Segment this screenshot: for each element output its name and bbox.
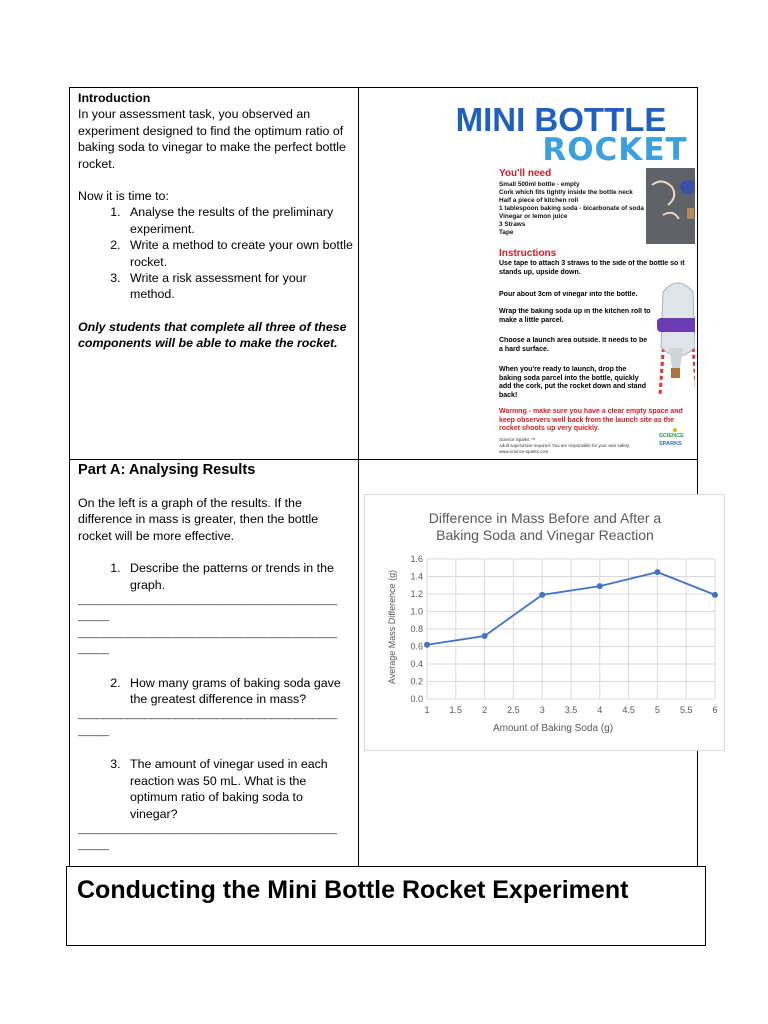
answer-line[interactable]: ___________________________________________: [78, 594, 337, 609]
answer-line[interactable]: ___________________________________________: [78, 822, 337, 837]
chart-title-line1: Difference in Mass Before and After a: [428, 510, 662, 526]
chart-grid: [427, 559, 715, 699]
question-item: 2. How many grams of baking soda gave the greatest difference in mass?: [124, 675, 353, 708]
poster-subtitle: ROCKET: [542, 132, 688, 168]
line-chart: [365, 495, 726, 752]
answer-line[interactable]: _____: [78, 724, 109, 739]
question-item: 3. The amount of vinegar used in each reaction was 50 mL. What is the optimum ratio of baking soda to vinegar?: [124, 756, 353, 822]
task-list: [78, 204, 353, 302]
answer-line[interactable]: ___________________________________________: [78, 626, 337, 641]
data-point: [712, 592, 718, 598]
data-point: [424, 642, 430, 648]
part-a-heading: Part A: Analysing Results: [78, 462, 256, 478]
data-point: [654, 569, 660, 575]
task-item: 3. Write a risk assessment for your method.: [124, 270, 353, 303]
x-tick-label: 1: [424, 705, 430, 715]
task-item: 1. Analyse the results of the preliminary experiment.: [124, 204, 353, 237]
answer-line[interactable]: _____: [78, 839, 109, 854]
data-point: [597, 583, 603, 589]
y-tick-label: 1.2: [410, 589, 423, 599]
need-item: Tape: [499, 229, 514, 236]
introduction-paragraph: In your assessment task, you observed an experiment designed to find the optimum ratio of baking soda to vinegar to make the perfect bottle rocket.: [78, 107, 346, 171]
question-item: 1. Describe the patterns or trends in the graph.: [124, 560, 353, 593]
y-axis-ticks: [410, 554, 423, 704]
answer-line[interactable]: _____: [78, 610, 109, 625]
mini-bottle-rocket-poster: [427, 90, 695, 458]
need-item: Half a piece of kitchen roll: [499, 197, 579, 204]
task-item: 2. Write a method to create your own bottle rocket.: [124, 237, 353, 270]
x-tick-label: 3: [539, 705, 545, 715]
y-tick-label: 0.8: [410, 624, 423, 634]
column-divider: [358, 88, 359, 866]
row-divider: [70, 459, 697, 460]
need-item: 3 Straws: [499, 221, 526, 228]
section-title-box: [66, 866, 706, 946]
supplies-photo: [646, 168, 695, 244]
introduction-title: Introduction: [78, 91, 151, 105]
need-item: Small 500ml bottle - empty: [499, 181, 580, 188]
x-axis-ticks: [424, 705, 717, 715]
chart-title-line2: Baking Soda and Vinegar Reaction: [436, 527, 654, 543]
y-tick-label: 1.6: [410, 554, 423, 564]
y-tick-label: 0.2: [410, 676, 423, 687]
introduction-cell: [78, 90, 353, 352]
introduction-note: Only students that complete all three of these components will be able to make the rocket.: [78, 319, 347, 351]
x-tick-label: 4.5: [622, 705, 635, 715]
credit-line: www.science-sparks.com: [499, 449, 549, 454]
instruction-step: Use tape to attach 3 straws to the side of the bottle so it stands up, upside down.: [499, 260, 685, 276]
y-tick-label: 0.0: [410, 694, 423, 704]
x-tick-label: 4: [597, 705, 603, 715]
instruction-step: Pour about 3cm of vinegar into the bottle.: [499, 291, 638, 298]
x-tick-label: 5: [654, 705, 660, 715]
need-item: 1 tablespoon baking soda - bicarbonate of soda: [499, 205, 644, 212]
question-list: [78, 675, 353, 708]
x-tick-label: 2.5: [507, 705, 520, 715]
part-a-cell: [78, 461, 353, 855]
x-tick-label: 3.5: [564, 705, 578, 715]
need-item: Cork which fits tightly inside the bottle neck: [499, 189, 633, 196]
y-tick-label: 1.4: [410, 571, 423, 582]
logo-text: SCIENCE: [659, 433, 684, 439]
credit-line: Science Sparks ™: [499, 437, 536, 442]
instruction-step: Choose a launch area outside. It needs to be a hard surface.: [499, 337, 648, 353]
question-list: [78, 560, 353, 593]
y-tick-label: 1.0: [410, 606, 423, 617]
y-axis-label: Average Mass Difference (g): [387, 569, 397, 685]
need-heading: You'll need: [499, 168, 552, 179]
instructions-heading: Instructions: [499, 248, 557, 259]
instruction-step: When you're ready to launch, drop the baking soda parcel into the bottle, quickly add the cork, put the rocket down and stand back!: [499, 366, 647, 399]
section-title: Conducting the Mini Bottle Rocket Experiment: [77, 876, 629, 904]
results-chart: [364, 494, 725, 751]
data-point: [539, 592, 545, 598]
answer-line[interactable]: ___________________________________________: [78, 708, 337, 723]
x-axis-label: Amount of Baking Soda (g): [492, 723, 614, 734]
credit-line: Adult supervision required. You are responsible for your own safety.: [499, 443, 630, 448]
poster-title: MINI BOTTLE: [455, 101, 667, 138]
x-tick-label: 5.5: [679, 705, 693, 715]
y-tick-label: 0.6: [410, 641, 423, 652]
y-tick-label: 0.4: [410, 659, 423, 669]
x-tick-label: 6: [712, 705, 718, 715]
warning-text: Warning - make sure you have a clear empty space and keep observers well back from the launch site as the rocket shoots up very quickly.: [499, 408, 683, 433]
instruction-step: Wrap the baking soda up in the kitchen roll to make a little parcel.: [499, 308, 651, 324]
svg-text:SPARKS: SPARKS: [659, 441, 682, 447]
question-list: [78, 756, 353, 822]
part-a-lead: On the left is a graph of the results. If the difference in mass is greater, then the bottle rocket will be more effective.: [78, 496, 319, 543]
introduction-lead: Now it is time to:: [78, 189, 169, 204]
x-tick-label: 1.5: [449, 705, 463, 715]
need-item: Vinegar or lemon juice: [499, 213, 568, 220]
data-point: [482, 633, 488, 639]
answer-line[interactable]: _____: [78, 643, 109, 658]
poster-graphic: [427, 90, 695, 458]
x-tick-label: 2: [482, 705, 488, 715]
